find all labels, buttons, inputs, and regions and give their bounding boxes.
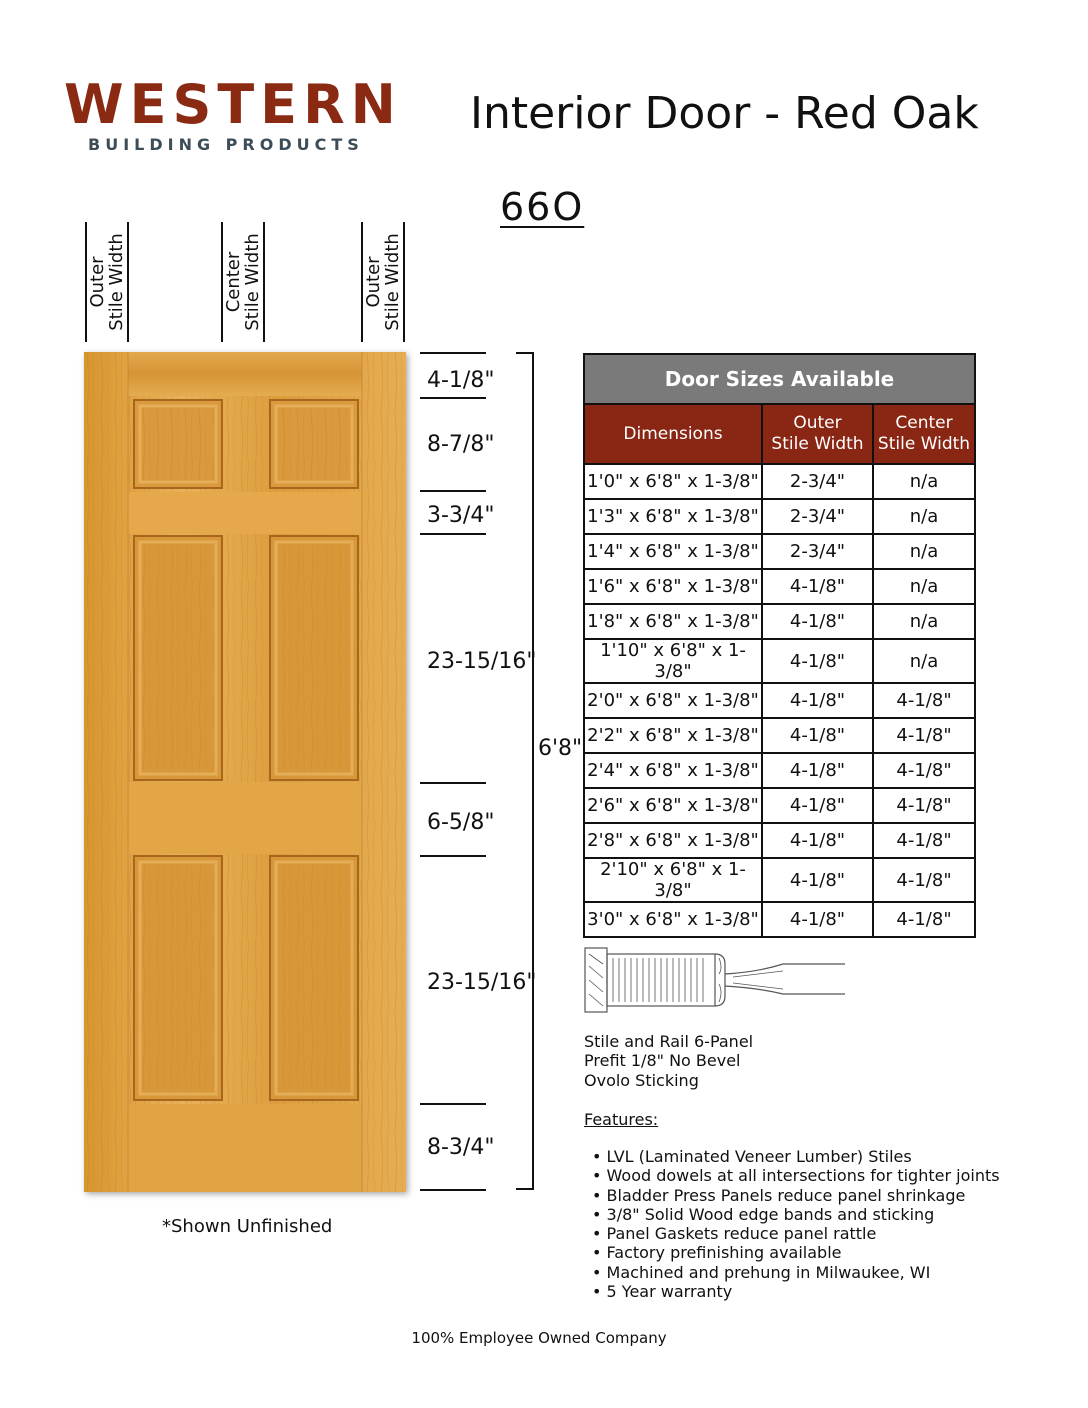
table-row [584, 788, 975, 823]
cell-dimensions: 1'4" x 6'8" x 1-3/8" [584, 534, 762, 569]
cell-center-stile-width: 4-1/8" [873, 902, 975, 937]
cell-outer-stile-width: 2-3/4" [762, 534, 873, 569]
cell-center-stile-width: n/a [873, 464, 975, 499]
feature-item: • Bladder Press Panels reduce panel shrinkage [592, 1186, 1000, 1205]
overall-height-bracket [516, 352, 534, 1190]
table-row [584, 534, 975, 569]
feature-item: • Factory prefinishing available [592, 1243, 1000, 1262]
cell-center-stile-width: n/a [873, 569, 975, 604]
table-row [584, 604, 975, 639]
cell-dimensions: 2'4" x 6'8" x 1-3/8" [584, 753, 762, 788]
dim-top-panel: 8-7/8" [427, 432, 495, 457]
cell-center-stile-width: 4-1/8" [873, 683, 975, 718]
feature-item: • 5 Year warranty [592, 1282, 1000, 1301]
footer-text: 100% Employee Owned Company [411, 1329, 667, 1347]
table-row [584, 823, 975, 858]
dim-bottom-panel: 23-15/16" [427, 970, 537, 995]
cell-outer-stile-width: 4-1/8" [762, 902, 873, 937]
table-row [584, 569, 975, 604]
dim-lock-rail: 6-5/8" [427, 810, 495, 835]
cell-dimensions: 1'6" x 6'8" x 1-3/8" [584, 569, 762, 604]
cell-dimensions: 2'8" x 6'8" x 1-3/8" [584, 823, 762, 858]
feature-item: • 3/8" Solid Wood edge bands and sticking [592, 1205, 1000, 1224]
table-body [584, 464, 975, 937]
dim-line [420, 352, 486, 354]
top-rail [128, 352, 362, 396]
feature-item: • Panel Gaskets reduce panel rattle [592, 1224, 1000, 1243]
cell-dimensions: 3'0" x 6'8" x 1-3/8" [584, 902, 762, 937]
cell-center-stile-width: n/a [873, 534, 975, 569]
dim-line [420, 1103, 486, 1105]
table-row [584, 683, 975, 718]
spec-prefit: Prefit 1/8" No Bevel [584, 1051, 741, 1070]
spec-sticking: Ovolo Sticking [584, 1071, 699, 1090]
overall-height-label: 6'8" [538, 736, 583, 761]
dim-line [420, 397, 486, 399]
column-header-dimensions: Dimensions [584, 404, 762, 464]
center-stile-label: Center Stile Width [221, 222, 265, 342]
cell-center-stile-width: 4-1/8" [873, 753, 975, 788]
cell-center-stile-width: 4-1/8" [873, 823, 975, 858]
cell-outer-stile-width: 4-1/8" [762, 823, 873, 858]
dim-middle-panel: 23-15/16" [427, 649, 537, 674]
cell-dimensions: 1'10" x 6'8" x 1-3/8" [584, 639, 762, 683]
cell-center-stile-width: 4-1/8" [873, 858, 975, 902]
cell-outer-stile-width: 2-3/4" [762, 464, 873, 499]
table-row [584, 858, 975, 902]
door-sizes-table [583, 353, 976, 938]
table-row [584, 499, 975, 534]
dim-line [420, 855, 486, 857]
outer-stile-label-right: Outer Stile Width [361, 222, 405, 342]
cell-center-stile-width: n/a [873, 604, 975, 639]
cell-outer-stile-width: 4-1/8" [762, 569, 873, 604]
feature-item: • Machined and prehung in Milwaukee, WI [592, 1263, 1000, 1282]
lock-rail [128, 782, 362, 854]
cell-outer-stile-width: 4-1/8" [762, 604, 873, 639]
dim-top-rail: 4-1/8" [427, 368, 495, 393]
door-illustration [84, 352, 406, 1192]
cell-center-stile-width: n/a [873, 499, 975, 534]
features-list [592, 1147, 1000, 1301]
cell-outer-stile-width: 2-3/4" [762, 499, 873, 534]
brand-logo-wordmark: WESTERN [64, 73, 402, 136]
cell-dimensions: 2'2" x 6'8" x 1-3/8" [584, 718, 762, 753]
cell-center-stile-width: n/a [873, 639, 975, 683]
feature-item: • LVL (Laminated Veneer Lumber) Stiles [592, 1147, 1000, 1166]
page-title: Interior Door - Red Oak [470, 88, 979, 139]
feature-item: • Wood dowels at all intersections for tighter joints [592, 1166, 1000, 1185]
features-heading: Features: [584, 1110, 659, 1129]
cell-outer-stile-width: 4-1/8" [762, 639, 873, 683]
column-header-outer-stile: Outer Stile Width [762, 404, 873, 464]
outer-stile-label-left: Outer Stile Width [85, 222, 129, 342]
table-row [584, 718, 975, 753]
table-row [584, 639, 975, 683]
cell-center-stile-width: 4-1/8" [873, 788, 975, 823]
cell-dimensions: 1'8" x 6'8" x 1-3/8" [584, 604, 762, 639]
cell-dimensions: 1'3" x 6'8" x 1-3/8" [584, 499, 762, 534]
table-row [584, 753, 975, 788]
column-header-center-stile: Center Stile Width [873, 404, 975, 464]
lock-upper-rail [128, 492, 362, 534]
brand-logo-tagline: BUILDING PRODUCTS [88, 135, 364, 154]
table-title: Door Sizes Available [584, 354, 975, 404]
cell-dimensions: 1'0" x 6'8" x 1-3/8" [584, 464, 762, 499]
dim-line [420, 1189, 486, 1191]
dim-upper-rail: 3-3/4" [427, 503, 495, 528]
spec-construction: Stile and Rail 6-Panel [584, 1032, 754, 1051]
cell-dimensions: 2'6" x 6'8" x 1-3/8" [584, 788, 762, 823]
dim-line [420, 533, 486, 535]
dim-bottom-rail: 8-3/4" [427, 1135, 495, 1160]
table-row [584, 902, 975, 937]
cell-dimensions: 2'0" x 6'8" x 1-3/8" [584, 683, 762, 718]
dim-line [420, 490, 486, 492]
table-row [584, 464, 975, 499]
cell-outer-stile-width: 4-1/8" [762, 753, 873, 788]
cell-outer-stile-width: 4-1/8" [762, 858, 873, 902]
cell-outer-stile-width: 4-1/8" [762, 788, 873, 823]
cell-outer-stile-width: 4-1/8" [762, 718, 873, 753]
bottom-rail [128, 1104, 362, 1192]
shown-unfinished-caption: *Shown Unfinished [162, 1216, 333, 1237]
cell-dimensions: 2'10" x 6'8" x 1-3/8" [584, 858, 762, 902]
cell-outer-stile-width: 4-1/8" [762, 683, 873, 718]
dim-line [420, 782, 486, 784]
stile-rail-profile-drawing [583, 944, 853, 1016]
model-number: 66O [500, 185, 585, 229]
cell-center-stile-width: 4-1/8" [873, 718, 975, 753]
